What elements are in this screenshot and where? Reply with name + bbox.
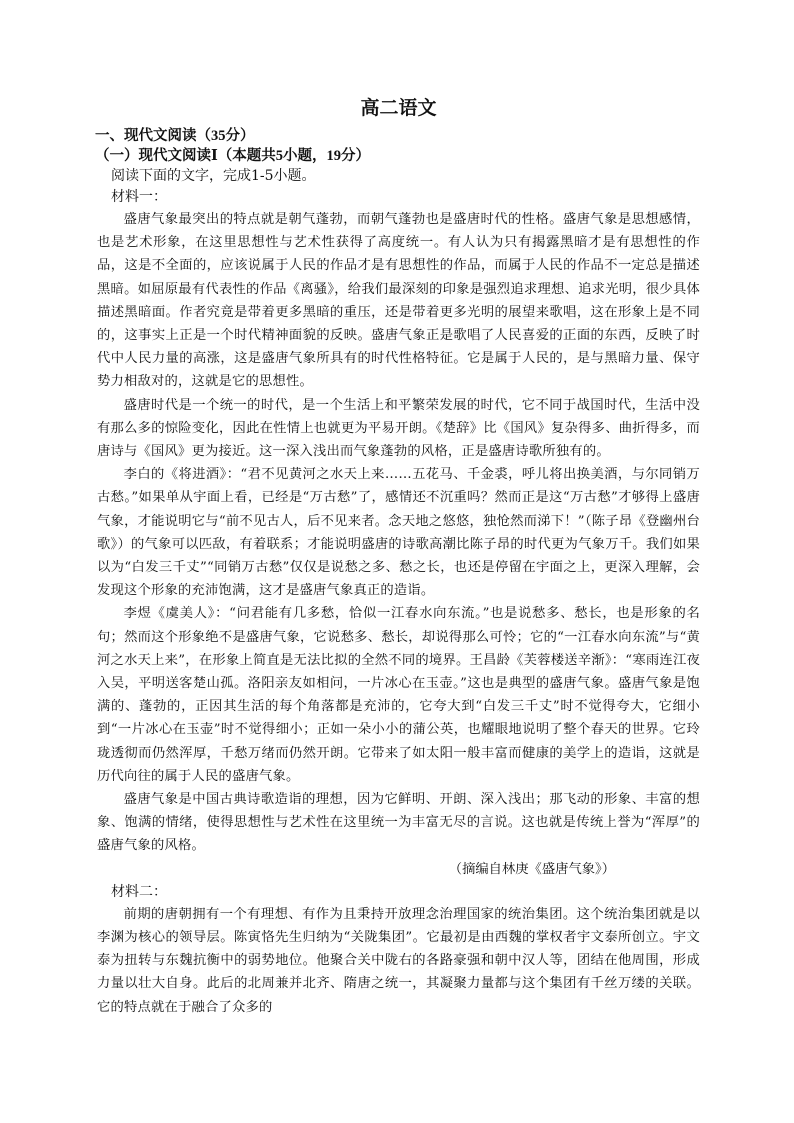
paragraph: 前期的唐朝拥有一个有理想、有作为且秉持开放理念治理国家的统治集团。这个统治集团就是以李渊为核心的领导层。陈寅恪先生归纳为“关陇集团”。它最初是由西魏的掌权者宇文泰所创立。宇文泰为扭转与东魏抗衡中的弱势地位。他聚合关中陇右的各路豪强和朝中汉人等，团结在他周围，形成力量以壮大自身。此后的北周兼并北齐、隋唐之统一，其凝聚力量都与这个集团有千丝万缕的关联。它的特点就在于融合了众多的 (97, 906, 700, 1015)
paragraph: 盛唐时代是一个统一的时代，是一个生活上和平繁荣发展的时代，它不同于战国时代，生活中没有那么多的惊险变化，因此在性情上也就更为平易开朗。《楚辞》比《国风》复杂得多、曲折得多，而唐诗与《国风》更为接近。这一深入浅出而气象蓬勃的风格，正是盛唐诗歌所独有的。 (97, 397, 700, 460)
paragraph: 盛唐气象最突出的特点就是朝气蓬勃，而朝气蓬勃也是盛唐时代的性格。盛唐气象是思想感情，也是艺术形象，在这里思想性与艺术性获得了高度统一。有人认为只有揭露黑暗才是有思想性的作品，这是不全面的，应该说属于人民的作品才是有思想性的作品，而属于人民的作品不一定总是描述黑暗。如屈原最有代表性的作品《离骚》，给我们最深刻的印象是强烈追求理想、追求光明，很少具体描述黑暗面。作者究竟是带着更多黑暗的重压，还是带着更多光明的展望来歌唱，这在形象上是不同的，这事实上正是一个时代精神面貌的反映。盛唐气象正是歌唱了人民喜爱的正面的东西，反映了时代中人民力量的高涨，这是盛唐气象所具有的时代性格特征。它是属于人民的，是与黑暗力量、保守势力相敌对的，这就是它的思想性。 (97, 212, 700, 390)
material2-label: 材料二： (111, 883, 167, 900)
page-title: 高二语文 (360, 98, 437, 119)
material1-label: 材料一： (111, 189, 167, 205)
paragraph: 李白的《将进酒》：“君不见黄河之水天上来……五花马、千金裘，呼儿将出换美酒，与尔同销万古愁。”如果单从宇面上看，已经是“万古愁”了，感情还不沉重吗？然而正是这“万古愁”才够得上盛唐气象，才能说明它与“前不见古人，后不见来者。念天地之悠悠，独怆然而涕下！”（陈子昂《登幽州台歌》）的气象可以匹敌，有着联系；才能说明盛唐的诗歌高潮比陈子昂的时代更为气象万千。我们如果以为“白发三千丈”“同销万古愁”仅仅是说愁之多、愁之长，也还是停留在宇面之上，更深入理解，会发现这个形象的充沛饱满，这才是盛唐气象真正的造诣。 (97, 467, 700, 599)
source-citation: （摘编自林庚《盛唐气象》） (448, 861, 615, 877)
paragraph: 李煜《虞美人》：“问君能有几多愁，恰似一江春水向东流。”也是说愁多、愁长，也是形象的名句；然而这个形象绝不是盛唐气象，它说愁多、愁长，却说得那么可怜；它的“一江春水向东流”与“黄河之水天上来”，在形象上简直是无法比拟的全然不同的境界。王昌龄《芙蓉楼送辛渐》：“寒雨连江夜入吴，平明送客楚山孤。洛阳亲友如相问，一片冰心在玉壶。”这也是典型的盛唐气象。盛唐气象是饱满的、蓬勃的，正因其生活的每个角落都是充沛的，它夸大到“白发三千丈”时不觉得夸大，它细小到“一片冰心在玉壶”时不觉得细小；正如一朵小小的蒲公英，也耀眼地说明了整个春天的世界。它玲珑透彻而仍然浑厚，千愁万绪而仍然开朗。它带来了如太阳一般丰富而健康的美学上的造诣，这就是历代向往的属于人民的盛唐气象。 (97, 606, 700, 784)
paragraph: 盛唐气象是中国古典诗歌造诣的理想，因为它鲜明、开朗、深入浅出；那飞动的形象、丰富的想象、饱满的情绪，使得思想性与艺术性在这里统一为丰富无尽的言说。这也就是传统上誉为“浑厚”的盛唐气象的风格。 (97, 792, 700, 854)
instruction-text: 阅读下面的文字，完成1-5小题。 (111, 168, 316, 184)
section-heading: 一、现代文阅读（35分） (95, 128, 255, 144)
subsection-heading: （一）现代文阅读Ⅰ（本题共5小题，19分） (95, 148, 371, 164)
